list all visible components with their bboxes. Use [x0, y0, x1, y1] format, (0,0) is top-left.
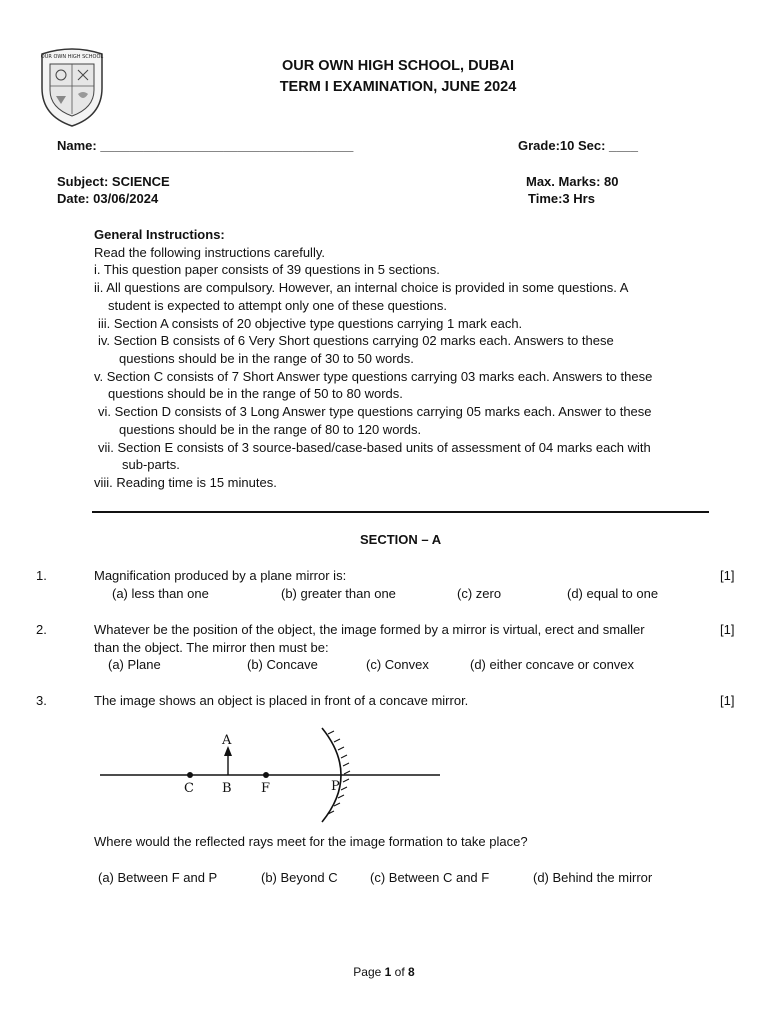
point-c	[187, 772, 193, 778]
question-text-continued: than the object. The mirror then must be:	[94, 640, 329, 655]
logo-text: OUR OWN HIGH SCHOOL	[40, 54, 104, 60]
label-a: A	[222, 733, 232, 748]
of-word: of	[391, 965, 409, 979]
option-c: (c) Convex	[366, 657, 429, 672]
option-c: (c) zero	[457, 586, 502, 601]
instruction-line: iii. Section A consists of 20 objective type questions carrying 1 mark each.	[98, 316, 523, 331]
grade-section-label: Grade:10 Sec: ____	[518, 138, 638, 153]
time-label: Time:3 Hrs	[528, 191, 595, 206]
horizontal-divider	[92, 511, 709, 513]
instructions-title: General Instructions:	[94, 227, 225, 242]
school-name: OUR OWN HIGH SCHOOL, DUBAI	[282, 58, 514, 74]
instruction-line: questions should be in the range of 80 to 120 words.	[119, 422, 422, 437]
instruction-line: questions should be in the range of 30 to 50 words.	[119, 351, 414, 366]
question-marks: [1]	[720, 693, 735, 708]
label-f: F	[261, 781, 271, 796]
option-d: (d) equal to one	[567, 586, 659, 601]
option-c: (c) Between C and F	[370, 870, 490, 885]
question-marks: [1]	[720, 568, 735, 583]
max-marks-label: Max. Marks: 80	[526, 174, 619, 189]
question-number: 3.	[36, 693, 47, 708]
option-b: (b) Beyond C	[261, 870, 338, 885]
mirror-hatching	[328, 731, 350, 814]
label-b: B	[222, 781, 232, 796]
instruction-line: student is expected to attempt only one of these questions.	[108, 298, 447, 313]
question-number: 1.	[36, 568, 47, 583]
subject-label: Subject: SCIENCE	[57, 174, 170, 189]
instruction-line: sub-parts.	[122, 457, 180, 472]
instruction-line: vi. Section D consists of 3 Long Answer type questions carrying 05 marks each. Answer to these	[98, 404, 652, 419]
label-p: P	[331, 779, 340, 794]
exam-title: TERM I EXAMINATION, JUNE 2024	[279, 79, 517, 95]
question-marks: [1]	[720, 622, 735, 637]
option-b: (b) Concave	[247, 657, 318, 672]
point-f	[263, 772, 269, 778]
instruction-line: viii. Reading time is 15 minutes.	[94, 475, 277, 490]
question-text: Whatever be the position of the object, the image formed by a mirror is virtual, erect and smaller	[94, 622, 645, 637]
page-word: Page	[353, 965, 385, 979]
concave-mirror-diagram	[98, 724, 443, 824]
question-text: Magnification produced by a plane mirror is:	[94, 568, 347, 583]
instruction-line: iv. Section B consists of 6 Very Short questions carrying 02 marks each. Answers to these	[98, 333, 614, 348]
date-label: Date: 03/06/2024	[57, 191, 159, 206]
instruction-line: Read the following instructions carefully.	[94, 245, 325, 260]
option-a: (a) Plane	[108, 657, 161, 672]
page-total: 8	[408, 965, 415, 979]
instruction-line: questions should be in the range of 50 to 80 words.	[108, 386, 403, 401]
instruction-line: ii. All questions are compulsory. However, an internal choice is provided in some questions. A	[94, 280, 629, 295]
instruction-line: v. Section C consists of 7 Short Answer type questions carrying 03 marks each. Answers to these	[94, 369, 653, 384]
page-number: 1	[384, 965, 392, 979]
option-d: (d) either concave or convex	[470, 657, 635, 672]
option-d: (d) Behind the mirror	[533, 870, 653, 885]
instruction-line: vii. Section E consists of 3 source-based/case-based units of assessment of 04 marks each with	[98, 440, 651, 455]
page-footer	[0, 965, 768, 979]
label-c: C	[184, 781, 194, 796]
option-b: (b) greater than one	[281, 586, 396, 601]
option-a: (a) Between F and P	[98, 870, 218, 885]
question-number: 2.	[36, 622, 47, 637]
section-title: SECTION – A	[360, 532, 442, 547]
name-field-label: Name: ___________________________________	[57, 138, 354, 153]
instruction-line: i. This question paper consists of 39 questions in 5 sections.	[94, 262, 440, 277]
option-a: (a) less than one	[112, 586, 209, 601]
question-text: The image shows an object is placed in front of a concave mirror.	[94, 693, 469, 708]
question-followup: Where would the reflected rays meet for the image formation to take place?	[94, 834, 528, 849]
